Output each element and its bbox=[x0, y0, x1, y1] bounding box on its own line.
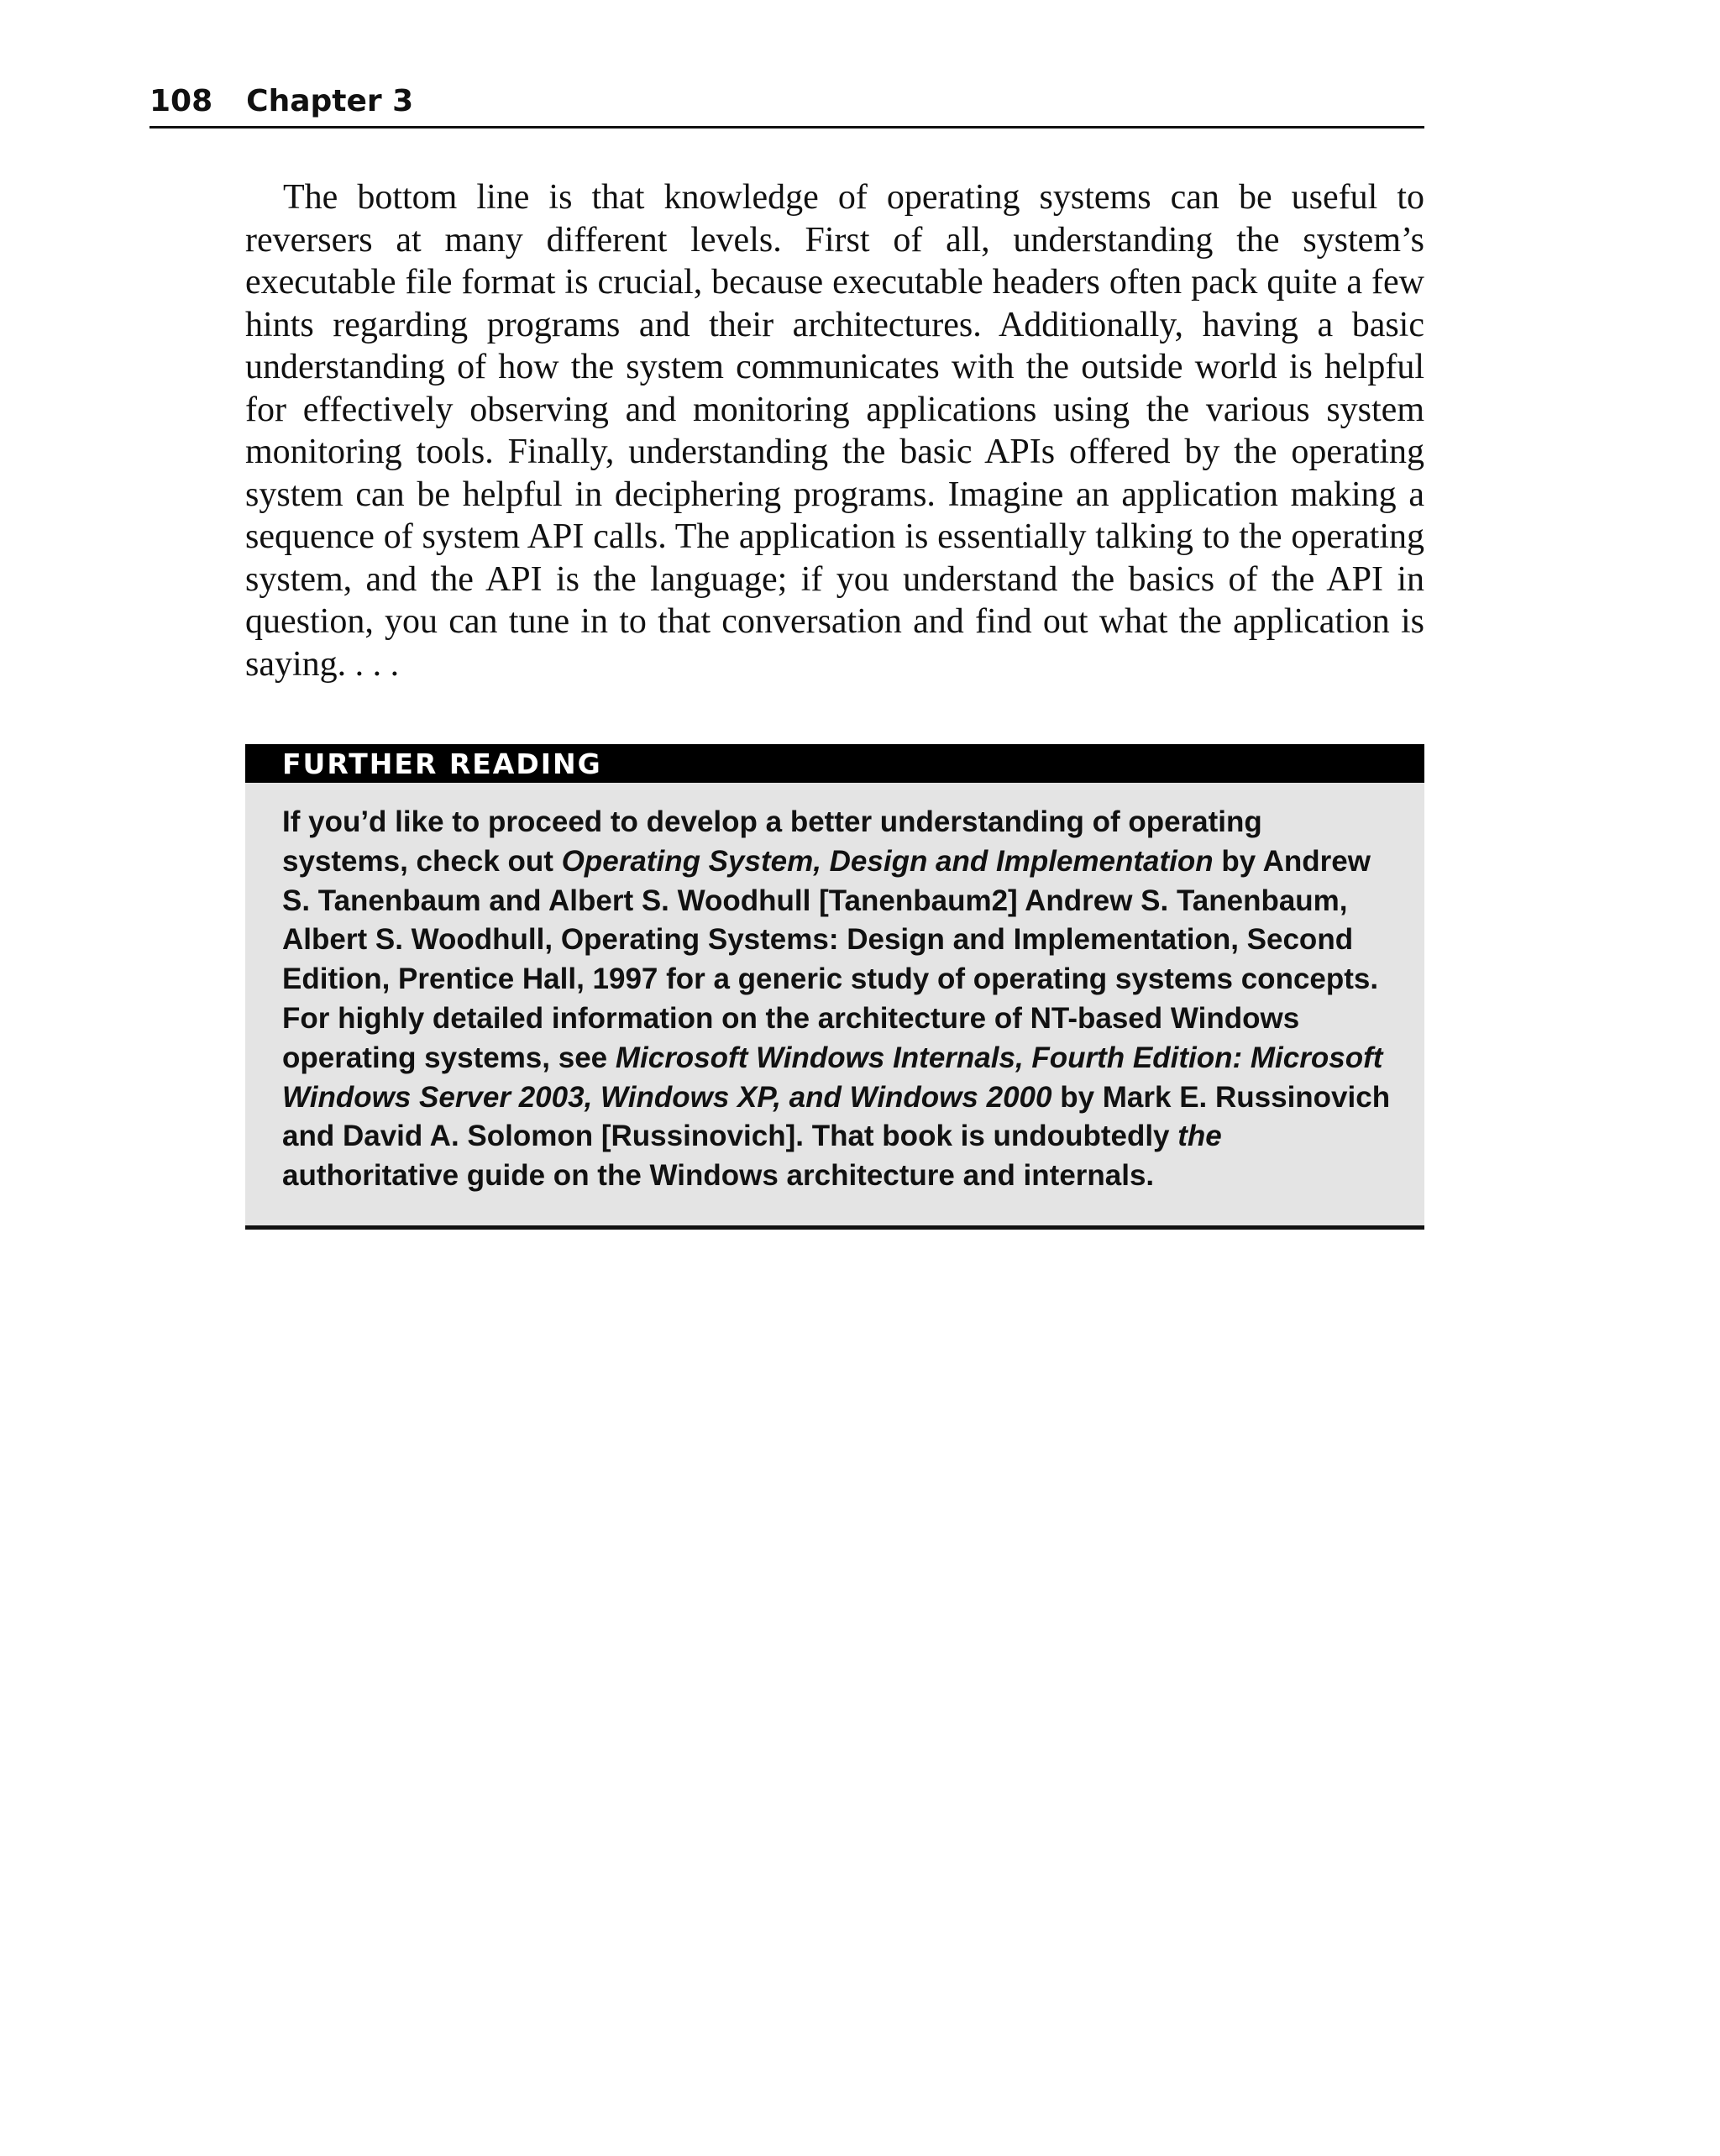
page-number: 108 bbox=[149, 84, 213, 118]
chapter-title: Chapter 3 bbox=[246, 84, 414, 118]
running-header bbox=[149, 77, 1424, 129]
book-title-tanenbaum: Operating System, Design and Implementation bbox=[561, 844, 1214, 878]
sidebar-text-segment: by Mark E. Russinovich and David A. Solomon [Russinovich]. That book is undoubtedly bbox=[282, 1080, 1391, 1153]
body-paragraph: The bottom line is that knowledge of operating systems can be useful to reversers at many different levels. First of all, understanding the system’s executable file format is crucial, because executable headers often pack quite a few hints regarding programs and their architectures. Additionally, having a basic understanding of how the system communicates with the outside world is helpful for effectively observing and monitoring applications using the various system monitoring tools. Finally, understanding the basic APIs offered by the operating system can be helpful in deciphering programs. Imagine an application making a sequence of system API calls. The application is essentially talking to the operating system, and the API is the language; if you understand the basics of the API in question, you can tune in to that conversation and find out what the application is saying. . . . bbox=[245, 178, 1424, 684]
further-reading-sidebar bbox=[245, 744, 1424, 1230]
sidebar-text-segment: authoritative guide on the Windows architecture and internals. bbox=[282, 1159, 1155, 1193]
sidebar-text-segment: If you’d like to proceed to develop a better understanding of operating systems, check out bbox=[282, 805, 1262, 878]
book-title-windows-internals: Microsoft Windows Internals, Fourth Edition: Microsoft Windows Server 2003, Windows XP, and Windows 2000 bbox=[282, 1041, 1383, 1114]
sidebar-title: FURTHER READING bbox=[245, 744, 1424, 783]
sidebar-text bbox=[245, 783, 1424, 1196]
emphasis-the: the bbox=[1177, 1120, 1222, 1153]
sidebar-text-segment: by Andrew S. Tanenbaum and Albert S. Woodhull [Tanenbaum2] Andrew S. Tanenbaum, Albert S. Woodhull, Operating Systems: Design and Implementation, Second Edition, Prentice Hall, 1997 for a generic study of operating systems concepts. For highly detailed information on the architecture of NT-based Windows operating systems, see bbox=[282, 844, 1379, 1074]
